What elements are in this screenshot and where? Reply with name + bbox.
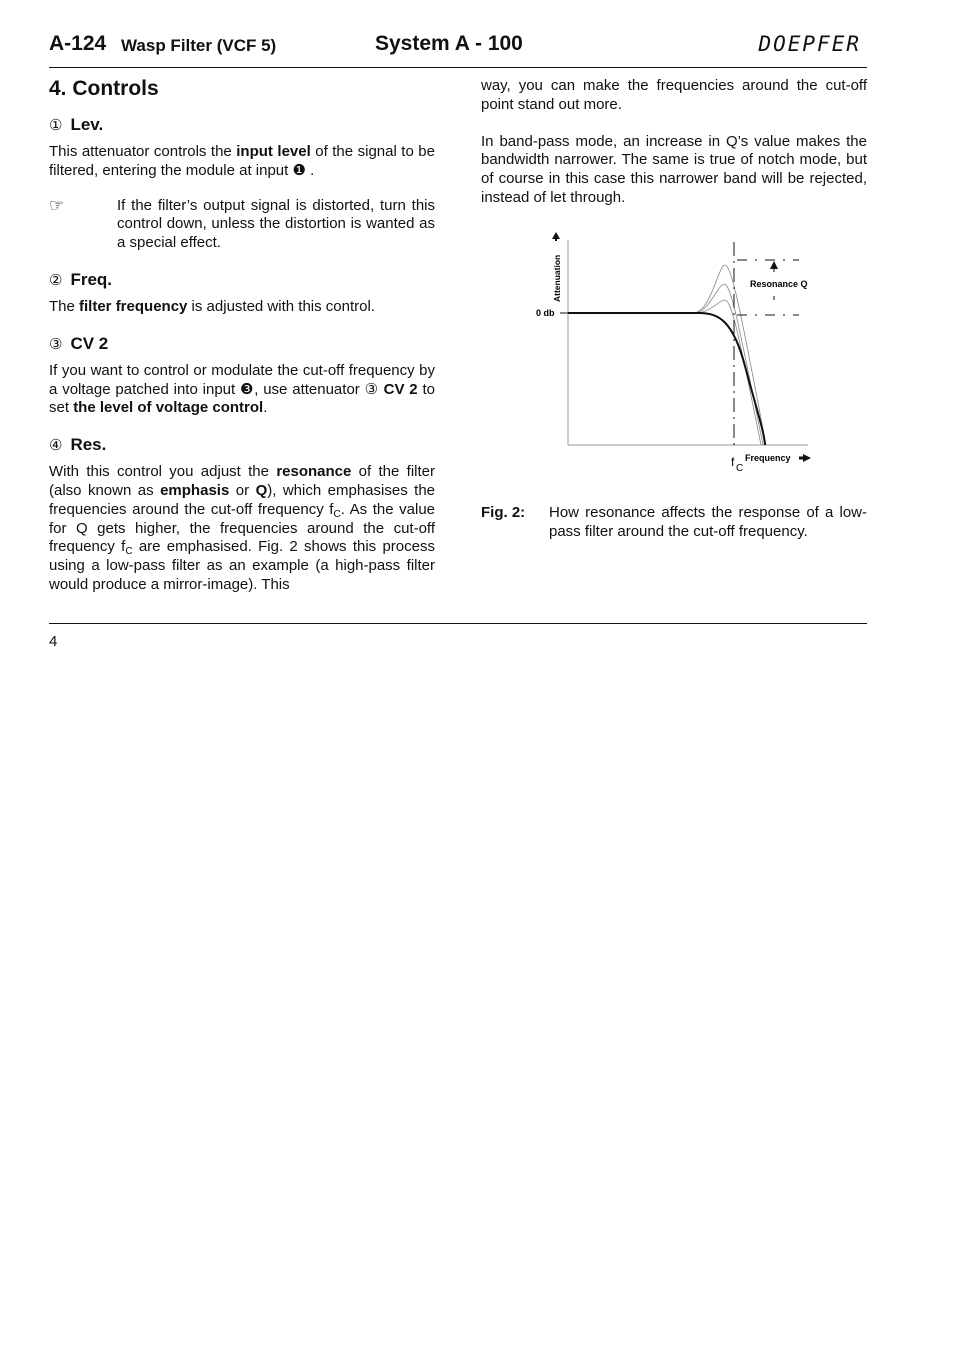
resonance-curve-mid [568,284,763,445]
x-axis-label: Frequency [745,453,791,463]
control-heading-freq [49,269,435,292]
text: The [49,297,80,315]
control-title: Res. [70,435,107,455]
y-axis-label: Attenuation [552,254,562,302]
page-number: 4 [49,633,58,650]
caption-text: How resonance affects the response of a low-pass filter around the cut-off frequency. [549,504,867,540]
paragraph-bandpass: In band-pass mode, an increase in Q’s value makes the bandwidth narrower. The same is true of notch mode, but of course in this case this narrower band will be rejected, instead of let through. [481,132,867,206]
module-title: Wasp Filter (VCF 5) [121,36,277,55]
paragraph-res [49,463,435,595]
text: ), which emphasises the frequencies around the cut-off frequency f [49,481,436,518]
text: If you want to control or modulate the cut-off frequency by a voltage patched into input [49,361,435,398]
paragraph-freq [49,298,435,317]
paragraph-continued: way, you can make the frequencies around the cut-off point stand out more. [481,77,867,113]
text: , use attenuator ③ [254,380,384,398]
text: are emphasised. Fig. 2 shows this process using a low-pass filter as an example (a high-pass filter would produce a mirror-image). This [49,538,435,593]
zero-db-label: 0 db [536,308,555,318]
bold-text: CV 2 [383,380,418,398]
subscript: C [125,546,133,558]
text: of the signal to be filtered, entering the module at input [49,143,435,179]
bold-text: Q [255,481,268,499]
text: to set [49,380,435,417]
caption-label: Fig. 2: [481,504,526,521]
footer-rule [49,623,867,624]
control-title: Freq. [70,269,113,289]
control-heading-res [49,434,435,457]
arrow-right-icon [803,454,811,462]
control-number: ① [49,117,63,134]
right-column [481,77,867,224]
resonance-curve-low [568,300,761,445]
bold-text: emphasis [160,481,230,499]
control-heading-cv2 [49,333,435,356]
text: . As the value for Q gets higher, the frequencies around the cut-off frequency f [49,500,435,556]
paragraph-cv2 [49,362,435,418]
control-number: ④ [49,437,63,455]
page-header [49,30,867,68]
control-title: CV 2 [70,333,109,353]
fc-subscript: C [736,463,744,474]
flat-response-curve [568,313,765,445]
text: of the filter (also known as [49,463,435,499]
figure-filter-response [481,226,867,488]
note-text: If the filter’s output signal is distorted, turn this control down, unless the distortion is wanted as a special effect. [117,196,435,252]
bold-text: resonance [276,463,352,481]
text: . [305,161,315,179]
pointing-hand-icon: ☞ [49,195,65,215]
left-column [49,76,435,611]
text: With this control you adjust the [49,463,277,481]
arrow-up-icon [770,261,778,269]
input-marker: ❸ [240,380,255,398]
text: . [263,399,268,417]
resonance-q-label: Resonance Q [750,279,808,289]
input-marker: ❶ [292,161,306,179]
control-number: ③ [49,335,63,353]
subscript: C [333,508,341,520]
header-rule [49,67,867,68]
arrow-right-stem [799,457,804,460]
control-number: ② [49,271,63,289]
system-title: System A - 100 [375,32,523,55]
text: is adjusted with this control. [187,297,375,315]
paragraph-lev [49,143,435,181]
fc-label: f [731,455,735,469]
bold-text: input level [236,143,311,160]
control-heading-lev [49,114,435,137]
control-title: Lev. [70,115,104,134]
module-number: A-124 [49,32,107,55]
bold-text: the level of voltage control [73,399,264,417]
brand-logo: DOEPFER [758,32,861,56]
figure-caption [481,504,867,542]
resonance-curve-high [568,265,766,445]
filter-response-diagram [481,226,867,488]
arrow-up-icon [552,232,560,239]
text: This attenuator controls the [49,143,237,160]
bold-text: filter frequency [79,297,188,315]
arrow-up-stem [555,238,557,241]
section-title: 4. Controls [49,77,159,100]
note-lev [49,197,435,253]
text: or [229,481,256,499]
